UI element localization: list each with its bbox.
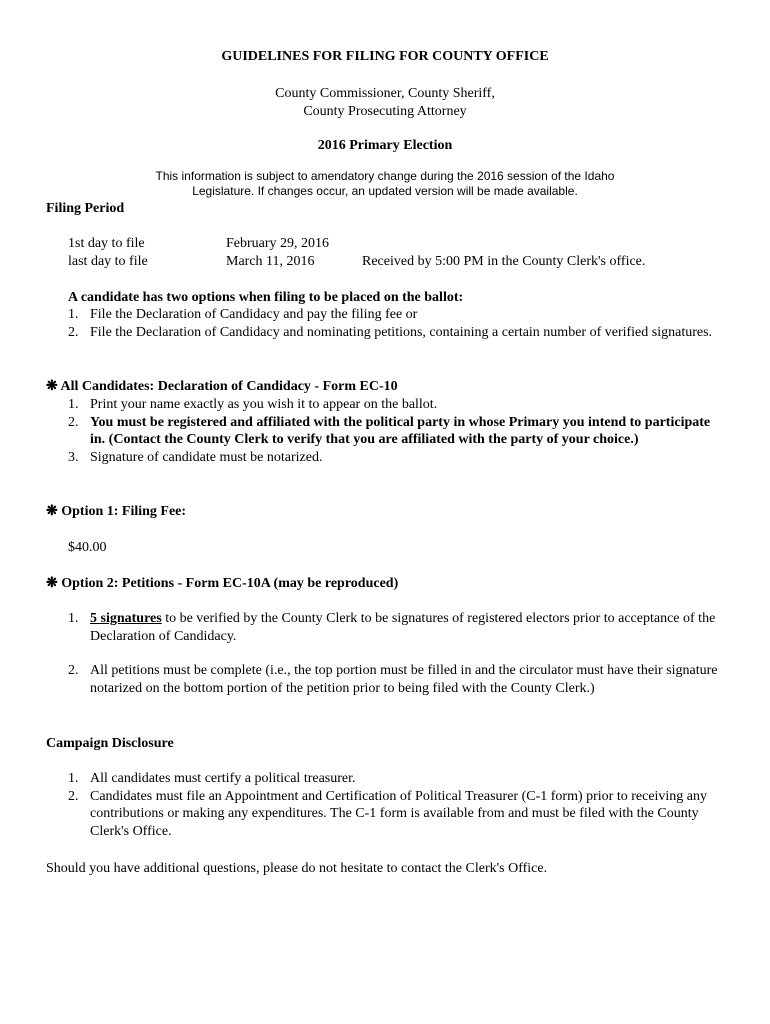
list-item: [68, 324, 718, 342]
list-number: 1.: [68, 397, 79, 412]
offices-line-2: County Prosecuting Attorney: [303, 103, 467, 119]
notice-line-2: Legislature. If changes occur, an updated version will be made available.: [192, 184, 578, 198]
filing-fee-amount: $40.00: [68, 540, 107, 555]
list-item: [68, 788, 718, 841]
list-number: 1.: [68, 307, 79, 322]
asterisk-icon: ❋: [46, 576, 58, 591]
list-text: to be verified by the County Clerk to be signatures of registered electors prior to acceptance of the Declaration of Candidacy.: [90, 611, 716, 644]
option1-title: Option 1: Filing Fee:: [61, 504, 187, 519]
list-text: All candidates must certify a political treasurer.: [90, 771, 356, 786]
last-day-row: [68, 253, 646, 271]
list-text: You must be registered and affiliated with the political party in whose Primary you intend to participate in. (Contact the County Clerk to verify that you are affiliated with the party of your choice.): [90, 414, 711, 447]
option2-list: [68, 610, 718, 697]
list-number: 2.: [68, 663, 79, 678]
campaign-disclosure-heading: Campaign Disclosure: [46, 736, 174, 751]
last-day-label: last day to file: [68, 254, 148, 269]
notice-line-1: This information is subject to amendatory change during the 2016 session of the Idaho: [155, 169, 615, 183]
asterisk-icon: ❋: [46, 379, 58, 394]
option2-title: Option 2: Petitions - Form EC-10A (may be reproduced): [61, 576, 399, 591]
list-number: 2.: [68, 414, 79, 430]
first-day-row: [68, 235, 330, 253]
list-text: Print your name exactly as you wish it to appear on the ballot.: [90, 397, 438, 412]
list-item: [68, 396, 718, 414]
first-day-date: February 29, 2016: [226, 236, 330, 251]
all-candidates-title: All Candidates: Declaration of Candidacy - Form EC-10: [60, 379, 398, 394]
list-item: [68, 610, 718, 645]
asterisk-icon: ❋: [46, 504, 58, 519]
list-number: 3.: [68, 449, 79, 465]
election-heading: 2016 Primary Election: [317, 138, 453, 153]
offices-subtitle: [0, 85, 770, 120]
amendment-notice: [100, 169, 670, 199]
option1-heading: [46, 503, 186, 521]
list-item: [68, 414, 718, 449]
options-heading: A candidate has two options when filing to be placed on the ballot:: [68, 290, 464, 305]
last-day-note: Received by 5:00 PM in the County Clerk's office.: [362, 254, 646, 269]
first-day-label: 1st day to file: [68, 236, 145, 251]
offices-line-1: County Commissioner, County Sheriff,: [275, 86, 495, 101]
last-day-date: March 11, 2016: [226, 254, 315, 269]
list-number: 1.: [68, 771, 79, 786]
options-list: [68, 306, 718, 341]
closing-note: Should you have additional questions, please do not hesitate to contact the Clerk's Office.: [46, 861, 548, 876]
list-text: File the Declaration of Candidacy and pay the filing fee or: [90, 307, 418, 322]
list-item: [68, 449, 718, 467]
list-number: 2.: [68, 324, 79, 340]
list-item: [68, 306, 718, 324]
list-text: All petitions must be complete (i.e., the top portion must be filled in and the circulator must have their signature notarized on the bottom portion of the petition prior to being filed with the County Clerk.): [90, 663, 718, 696]
list-number: 2.: [68, 788, 79, 804]
option2-heading: [46, 575, 398, 593]
campaign-list: [68, 770, 718, 840]
all-candidates-list: [68, 396, 718, 466]
list-text: Candidates must file an Appointment and Certification of Political Treasurer (C-1 form) prior to receiving any contributions or making any expenditures. The C-1 form is available from and must be filed with the County Clerk's Office.: [90, 788, 708, 839]
list-text: File the Declaration of Candidacy and nominating petitions, containing a certain number of verified signatures.: [90, 324, 713, 340]
list-item: [68, 662, 718, 697]
list-text: Signature of candidate must be notarized.: [90, 449, 323, 465]
all-candidates-heading: [46, 378, 398, 396]
signatures-count: 5 signatures: [90, 611, 162, 626]
filing-period-heading: Filing Period: [46, 201, 125, 216]
document-title: GUIDELINES FOR FILING FOR COUNTY OFFICE: [221, 49, 549, 64]
list-number: 1.: [68, 611, 79, 626]
list-item: [68, 770, 718, 788]
